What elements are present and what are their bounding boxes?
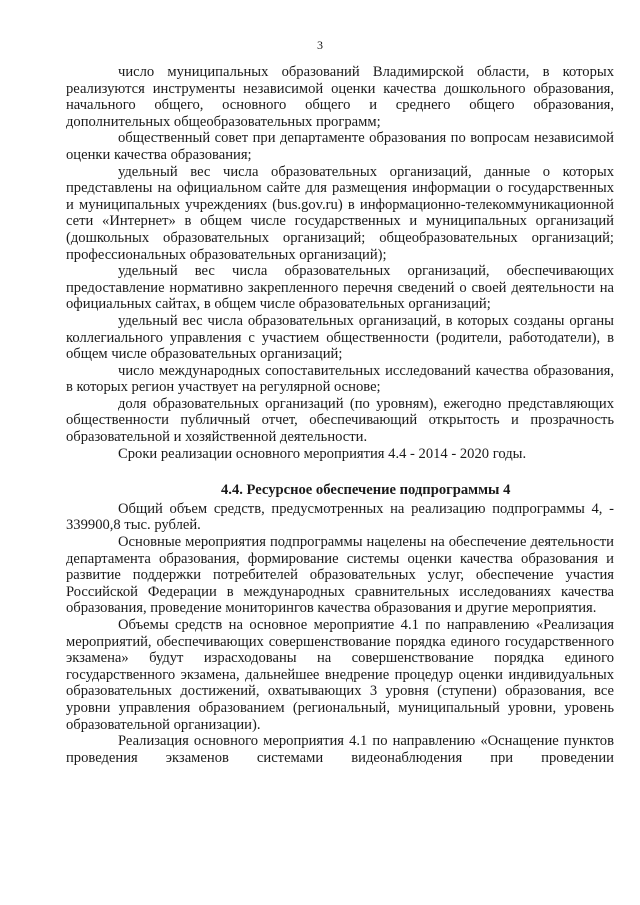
paragraph: доля образовательных организаций (по уровням), ежегодно представляющих общественности публичный отчет, обеспечивающий открытость и прозрачность образовательной и хозяйственной деятельности. — [66, 395, 614, 446]
paragraph: Сроки реализации основного мероприятия 4.4 - 2014 - 2020 годы. — [118, 445, 527, 462]
section-heading: 4.4. Ресурсное обеспечение подпрограммы 4 — [221, 482, 511, 499]
section-paragraph: Общий объем средств, предусмотренных на реализацию подпрограммы 4, - 339900,8 тыс. рублей. — [66, 500, 614, 534]
paragraph: удельный вес числа образовательных организаций, в которых созданы органы коллегиального управления с участием общественности (родители, работодатели), в общем числе образовательных организаций; — [66, 312, 614, 363]
document-body — [66, 64, 614, 766]
section-paragraph: Объемы средств на основное мероприятие 4.1 по направлению «Реализация мероприятий, обеспечивающих совершенствование порядка единого государственного экзамена» будут израсходованы на совершенствование порядка единого государственного экзамена, дальнейшее внедрение процедур оценки индивидуальных образовательных достижений, охватывающих 3 уровня (ступени) образования, все уровни управления образованием (региональный, муниципальный уровни, уровень образовательной организации). — [66, 617, 614, 733]
paragraph: число международных сопоставительных исследований качества образования, в которых регион участвует на регулярной основе; — [66, 362, 614, 396]
paragraph: общественный совет при департаменте образования по вопросам независимой оценки качества образования; — [66, 130, 614, 163]
page-number: 3 — [317, 38, 323, 52]
paragraph: удельный вес числа образовательных организаций, обеспечивающих предоставление нормативно закрепленного перечня сведений о своей деятельности на официальных сайтах, в общем числе образовательных организаций; — [66, 263, 614, 313]
paragraph: число муниципальных образований Владимирской области, в которых реализуются инструменты независимой оценки качества дошкольного образования, начального общего, основного общего и среднего общего образования, дополнительных общеобразовательных программ; — [66, 64, 614, 130]
paragraph: удельный вес числа образовательных организаций, данные о которых представлены на официальном сайте для размещения информации о государственных и муниципальных учреждениях (bus.gov.ru) в информационно-телекоммуникационной сети «Интернет» в общем числе государственных и муниципальных организаций (дошкольных образовательных организаций; общеобразовательных организаций; профессиональных образовательных организаций); — [66, 163, 614, 263]
section-paragraph: Реализация основного мероприятия 4.1 по направлению «Оснащение пунктов проведения экзаменов системами видеонаблюдения при проведении — [66, 733, 614, 766]
section-paragraph: Основные мероприятия подпрограммы нацелены на обеспечение деятельности департамента образования, формирование системы оценки качества образования и развитие поддержки потребителей образовательных услуг, обеспечение участия Российской Федерации в международных сравнительных исследованиях качества образования, проведение мониторингов качества образования и другие мероприятия. — [66, 534, 614, 617]
